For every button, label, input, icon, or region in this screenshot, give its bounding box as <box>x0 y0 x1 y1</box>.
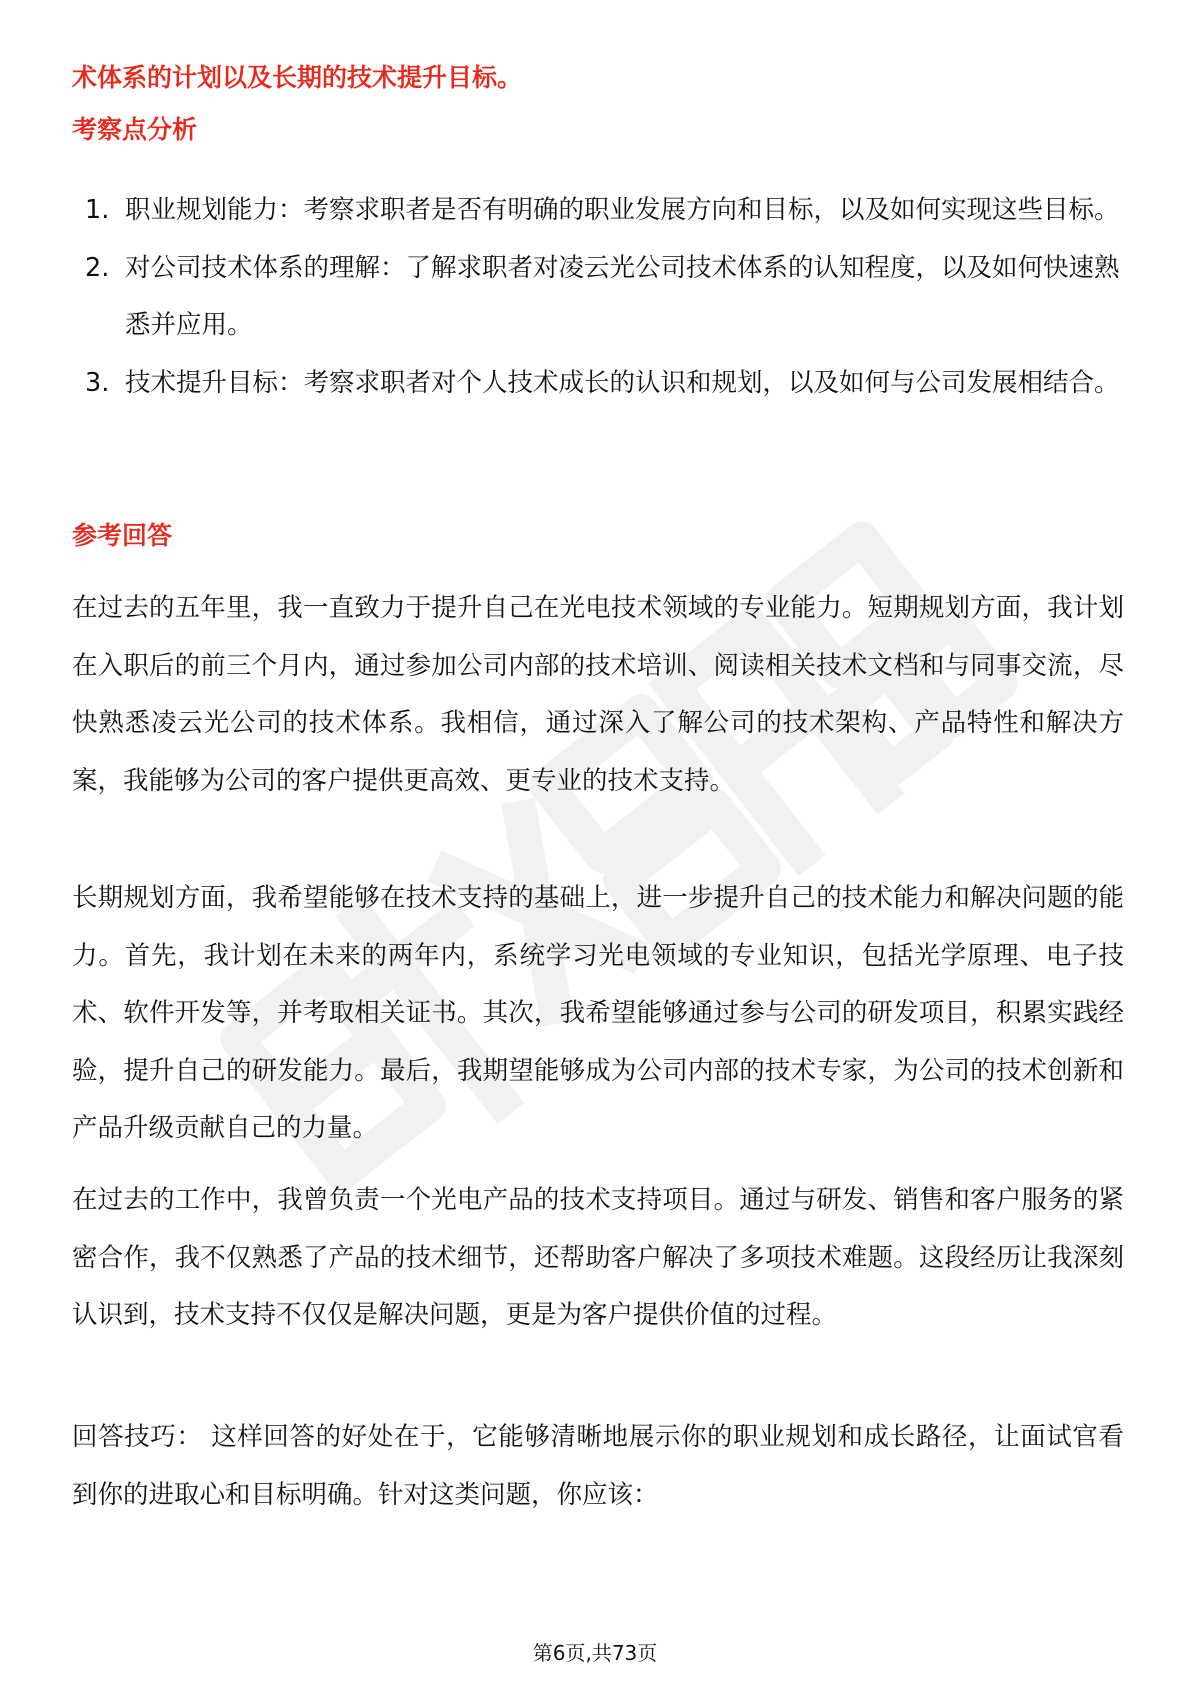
list-item-number: 2. <box>85 253 110 283</box>
lead-line: 术体系的计划以及长期的技术提升目标。 <box>72 63 523 92</box>
list-item-text: 对公司技术体系的理解：了解求职者对凌云光公司技术体系的认知程度，以及如何快速熟悉并应用。 <box>125 253 1120 340</box>
list-item <box>72 355 1132 412</box>
answer-paragraph: 在过去的工作中，我曾负责一个光电产品的技术支持项目。通过与研发、销售和客户服务的紧密合作，我不仅熟悉了产品的技术细节，还帮助客户解决了多项技术难题。这段经历让我深刻认识到，技术支持不仅仅是解决问题，更是为客户提供价值的过程。 <box>72 1185 1124 1330</box>
list-item <box>72 240 1132 354</box>
answer-paragraph: 长期规划方面，我希望能够在技术支持的基础上，进一步提升自己的技术能力和解决问题的能力。首先，我计划在未来的两年内，系统学习光电领域的专业知识，包括光学原理、电子技术、软件开发等，并考取相关证书。其次，我希望能够通过参与公司的研发项目，积累实践经验，提升自己的研发能力。最后，我期望能够成为公司内部的技术专家，为公司的技术创新和产品升级贡献自己的力量。 <box>72 883 1124 1143</box>
page-footer: 第6页,共73页 <box>532 1641 658 1665</box>
list-item-number: 3. <box>85 368 110 398</box>
list-item-text: 技术提升目标：考察求职者对个人技术成长的认识和规划，以及如何与公司发展相结合。 <box>125 368 1120 398</box>
answer-tips-paragraph: 回答技巧： 这样回答的好处在于，它能够清晰地展示你的职业规划和成长路径，让面试官看到你的进取心和目标明确。针对这类问题，你应该： <box>72 1422 1124 1510</box>
list-item-text: 职业规划能力：考察求职者是否有明确的职业发展方向和目标，以及如何实现这些目标。 <box>125 195 1120 225</box>
reference-answer-heading: 参考回答 <box>72 521 173 550</box>
analysis-list <box>72 182 1132 413</box>
analysis-heading: 考察点分析 <box>72 115 198 144</box>
list-item-number: 1. <box>85 195 110 225</box>
list-item <box>72 182 1132 239</box>
answer-paragraph: 在过去的五年里，我一直致力于提升自己在光电技术领域的专业能力。短期规划方面，我计划在入职后的前三个月内，通过参加公司内部的技术培训、阅读相关技术文档和与同事交流，尽快熟悉凌云光公司的技术体系。我相信，通过深入了解公司的技术架构、产品特性和解决方案，我能够为公司的客户提供更高效、更专业的技术支持。 <box>72 593 1124 796</box>
